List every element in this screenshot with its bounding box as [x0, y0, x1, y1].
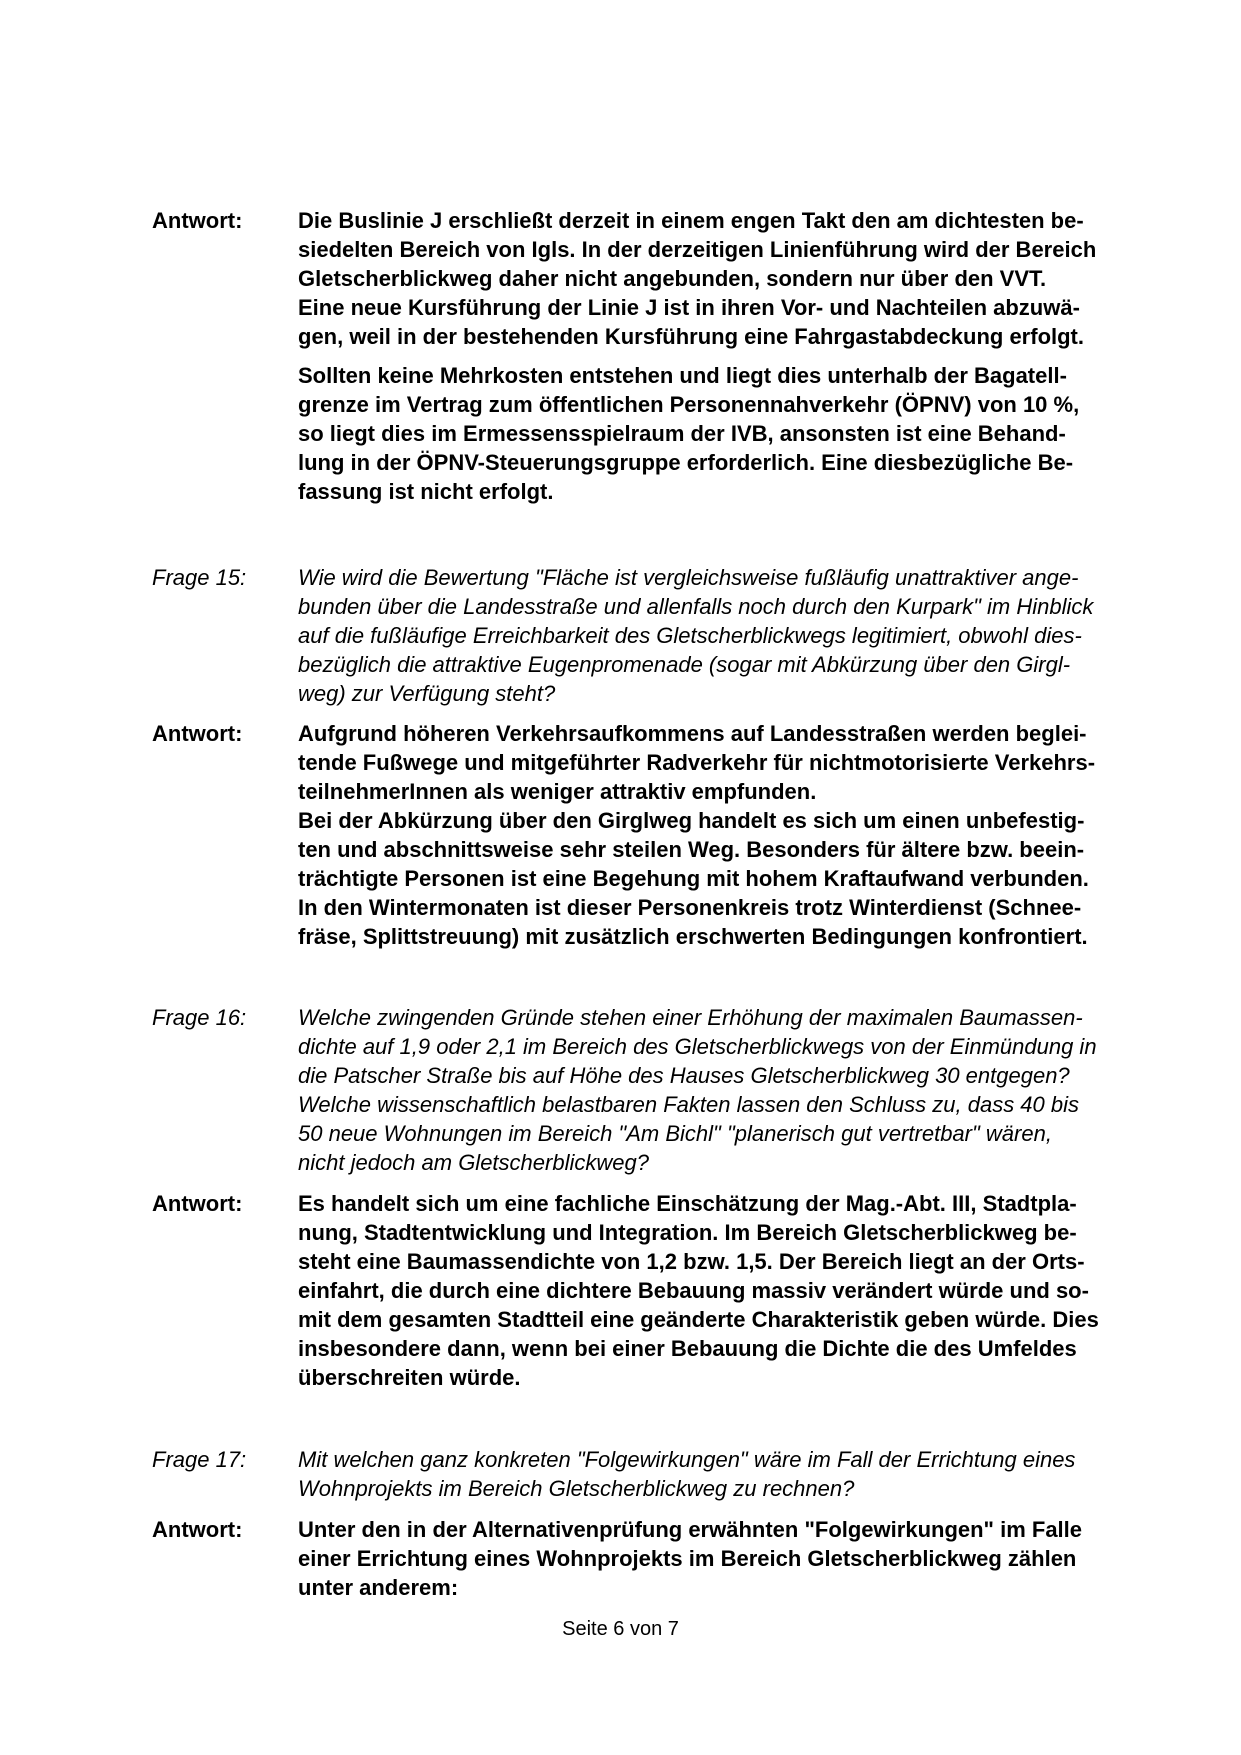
text-line: Welche wissenschaftlich belastbaren Fakten lassen den Schluss zu, dass 40 bis [298, 1092, 1080, 1117]
paragraph [298, 1189, 1130, 1392]
text-line: Es handelt sich um eine fachliche Einschätzung der Mag.-Abt. III, Stadtpla- [298, 1191, 1077, 1216]
paragraph [298, 361, 1130, 506]
block-label: Antwort: [152, 208, 243, 233]
block-label: Frage 15: [152, 565, 247, 590]
block-label: Antwort: [152, 1517, 243, 1542]
question-text [298, 1445, 1130, 1503]
text-line: tende Fußwege und mitgeführter Radverkehr für nichtmotorisierte Verkehrs- [298, 750, 1096, 775]
paragraph [298, 563, 1130, 708]
answer-text [298, 206, 1130, 506]
text-line: Eine neue Kursführung der Linie J ist in ihren Vor- und Nachteilen abzuwä- [298, 295, 1080, 320]
text-line: so liegt dies im Ermessensspielraum der IVB, ansonsten ist eine Behand- [298, 421, 1066, 446]
answer-text [298, 1515, 1130, 1602]
text-line: Unter den in der Alternativenprüfung erwähnten "Folgewirkungen" im Falle [298, 1517, 1083, 1542]
text-line: überschreiten würde. [298, 1365, 521, 1390]
answer-text [298, 1189, 1130, 1392]
answer-text [298, 719, 1130, 951]
text-line: siedelten Bereich von Igls. In der derzeitigen Linienführung wird der Bereich [298, 237, 1097, 262]
text-line: unter anderem: [298, 1575, 459, 1600]
text-line: steht eine Baumassendichte von 1,2 bzw. 1,5. Der Bereich liegt an der Orts- [298, 1249, 1085, 1274]
text-line: Aufgrund höheren Verkehrsaufkommens auf Landesstraßen werden beglei- [298, 721, 1087, 746]
text-line: 50 neue Wohnungen im Bereich "Am Bichl" "planerisch gut vertretbar" wären, [298, 1121, 1052, 1146]
text-line: nung, Stadtentwicklung und Integration. Im Bereich Gletscherblickweg be- [298, 1220, 1077, 1245]
text-line: Wohnprojekts im Bereich Gletscherblickweg zu rechnen? [298, 1476, 855, 1501]
text-line: ten und abschnittsweise sehr steilen Weg. Besonders für ältere bzw. beein- [298, 837, 1085, 862]
text-line: auf die fußläufige Erreichbarkeit des Gletscherblickwegs legitimiert, obwohl dies- [298, 623, 1082, 648]
text-line: fassung ist nicht erfolgt. [298, 479, 554, 504]
block-label: Antwort: [152, 1191, 243, 1216]
block-label: Frage 16: [152, 1005, 247, 1030]
text-line: dichte auf 1,9 oder 2,1 im Bereich des Gletscherblickwegs von der Einmündung in [298, 1034, 1097, 1059]
text-line: einer Errichtung eines Wohnprojekts im Bereich Gletscherblickweg zählen [298, 1546, 1077, 1571]
text-line: nicht jedoch am Gletscherblickweg? [298, 1150, 649, 1175]
paragraph [298, 1515, 1130, 1602]
text-line: In den Wintermonaten ist dieser Personenkreis trotz Winterdienst (Schnee- [298, 895, 1082, 920]
question-text [298, 1003, 1130, 1177]
paragraph [298, 206, 1130, 351]
text-line: insbesondere dann, wenn bei einer Bebauung die Dichte die des Umfeldes [298, 1336, 1077, 1361]
text-line: Sollten keine Mehrkosten entstehen und liegt dies unterhalb der Bagatell- [298, 363, 1067, 388]
block-label: Antwort: [152, 721, 243, 746]
text-line: bezüglich die attraktive Eugenpromenade (sogar mit Abkürzung über den Girgl- [298, 652, 1071, 677]
text-line: fräse, Splittstreuung) mit zusätzlich erschwerten Bedingungen konfrontiert. [298, 924, 1088, 949]
text-line: Mit welchen ganz konkreten "Folgewirkungen" wäre im Fall der Errichtung eines [298, 1447, 1076, 1472]
text-line: einfahrt, die durch eine dichtere Bebauung massiv verändert würde und so- [298, 1278, 1089, 1303]
text-line: Wie wird die Bewertung "Fläche ist vergleichsweise fußläufig unattraktiver ange- [298, 565, 1079, 590]
paragraph [298, 1003, 1130, 1177]
paragraph [298, 1445, 1130, 1503]
text-line: Die Buslinie J erschließt derzeit in einem engen Takt den am dichtesten be- [298, 208, 1084, 233]
question-text [298, 563, 1130, 708]
text-line: trächtigte Personen ist eine Begehung mit hohem Kraftaufwand verbunden. [298, 866, 1089, 891]
text-line: Gletscherblickweg daher nicht angebunden, sondern nur über den VVT. [298, 266, 1047, 291]
text-line: die Patscher Straße bis auf Höhe des Hauses Gletscherblickweg 30 entgegen? [298, 1063, 1070, 1088]
text-line: Bei der Abkürzung über den Girglweg handelt es sich um einen unbefestig- [298, 808, 1085, 833]
text-line: weg) zur Verfügung steht? [298, 681, 556, 706]
text-line: lung in der ÖPNV-Steuerungsgruppe erforderlich. Eine diesbezügliche Be- [298, 450, 1074, 475]
text-line: grenze im Vertrag zum öffentlichen Personennahverkehr (ÖPNV) von 10 %, [298, 392, 1080, 417]
paragraph [298, 719, 1130, 951]
text-line: Welche zwingenden Gründe stehen einer Erhöhung der maximalen Baumassen- [298, 1005, 1083, 1030]
text-line: bunden über die Landesstraße und allenfalls noch durch den Kurpark" im Hinblick [298, 594, 1094, 619]
page-number: Seite 6 von 7 [562, 1618, 679, 1640]
block-label: Frage 17: [152, 1447, 247, 1472]
text-line: teilnehmerInnen als weniger attraktiv empfunden. [298, 779, 817, 804]
text-line: gen, weil in der bestehenden Kursführung eine Fahrgastabdeckung erfolgt. [298, 324, 1084, 349]
text-line: mit dem gesamten Stadtteil eine geänderte Charakteristik geben würde. Dies [298, 1307, 1099, 1332]
